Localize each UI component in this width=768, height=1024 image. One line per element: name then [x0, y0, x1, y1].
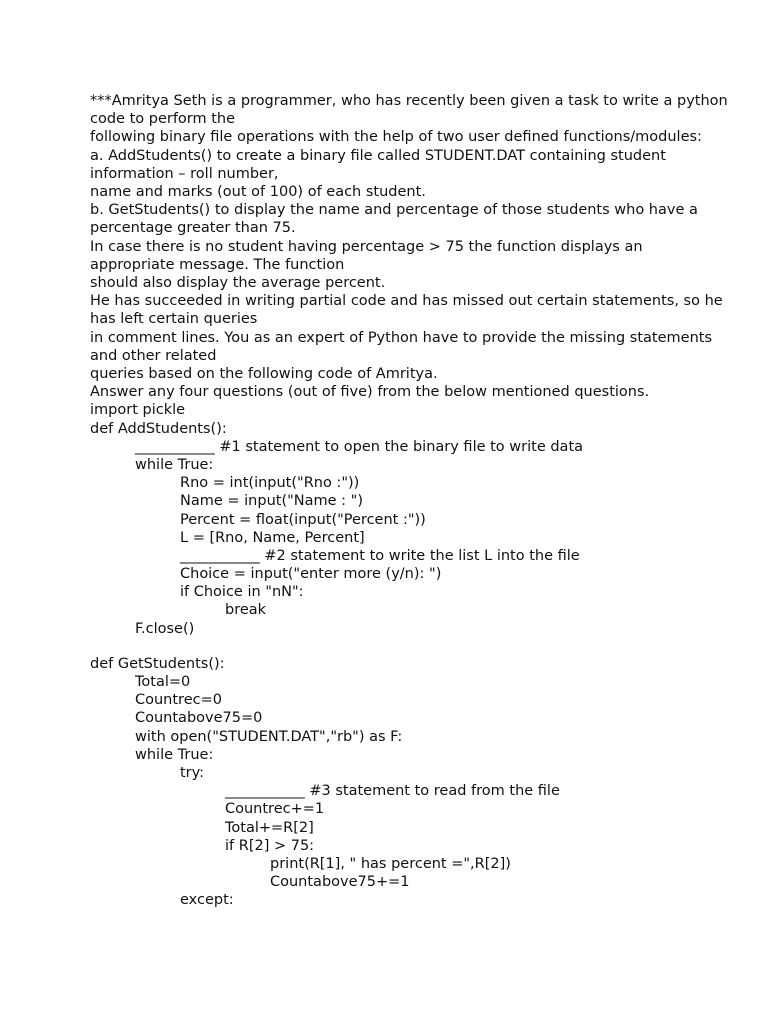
code-line: def GetStudents():	[90, 655, 225, 672]
intro-text	[90, 92, 730, 401]
code-line: while True:	[135, 746, 214, 763]
intro-line: queries based on the following code of Amritya.	[90, 366, 438, 383]
code-line: try:	[180, 764, 205, 781]
code-line: if R[2] > 75:	[225, 837, 315, 854]
code-get-students	[90, 655, 730, 910]
code-line: except:	[180, 892, 234, 909]
intro-line: should also display the average percent.	[90, 275, 386, 292]
blank-line	[90, 638, 730, 655]
code-line: while True:	[135, 456, 214, 473]
intro-line: b. GetStudents() to display the name and percentage of those students who have a percentage greater than 75.	[90, 202, 698, 237]
intro-line: In case there is no student having percentage > 75 the function displays an appropriate message. The function	[90, 238, 643, 273]
code-line: Percent = float(input("Percent :"))	[180, 511, 426, 528]
code-line: ___________ #2 statement to write the list L into the file	[180, 547, 580, 564]
code-line: with open("STUDENT.DAT","rb") as F:	[135, 728, 403, 745]
code-line: Countrec+=1	[225, 801, 325, 818]
code-line: Rno = int(input("Rno :"))	[180, 475, 360, 492]
intro-line: He has succeeded in writing partial code and has missed out certain statements, so he has left certain queries	[90, 293, 723, 328]
code-line: break	[225, 602, 267, 619]
code-line: import pickle	[90, 402, 186, 419]
code-line: L = [Rno, Name, Percent]	[180, 529, 365, 546]
code-line: Choice = input("enter more (y/n): ")	[180, 566, 442, 583]
intro-line: name and marks (out of 100) of each student.	[90, 184, 426, 201]
code-line: ___________ #3 statement to read from the file	[225, 783, 560, 800]
code-line: Countrec=0	[135, 692, 222, 709]
code-line: Name = input("Name : ")	[180, 493, 363, 510]
document-page	[90, 92, 730, 909]
intro-line: in comment lines. You as an expert of Python have to provide the missing statements and other related	[90, 329, 713, 364]
intro-line: Answer any four questions (out of five) from the below mentioned questions.	[90, 384, 650, 401]
intro-line: ***Amritya Seth is a programmer, who has recently been given a task to write a python code to perform the	[90, 93, 728, 128]
code-line: def AddStudents():	[90, 420, 227, 437]
code-line: Total+=R[2]	[225, 819, 314, 836]
code-line: print(R[1], " has percent =",R[2])	[270, 855, 511, 872]
code-add-students	[90, 401, 730, 637]
intro-line: a. AddStudents() to create a binary file called STUDENT.DAT containing student information – roll number,	[90, 147, 666, 182]
code-line: Countabove75+=1	[270, 874, 410, 891]
intro-line: following binary file operations with the help of two user defined functions/modules:	[90, 129, 702, 146]
code-line: F.close()	[135, 620, 195, 637]
code-line: ___________ #1 statement to open the binary file to write data	[135, 438, 584, 455]
code-line: if Choice in "nN":	[180, 584, 304, 601]
code-line: Total=0	[135, 674, 191, 691]
code-line: Countabove75=0	[135, 710, 263, 727]
